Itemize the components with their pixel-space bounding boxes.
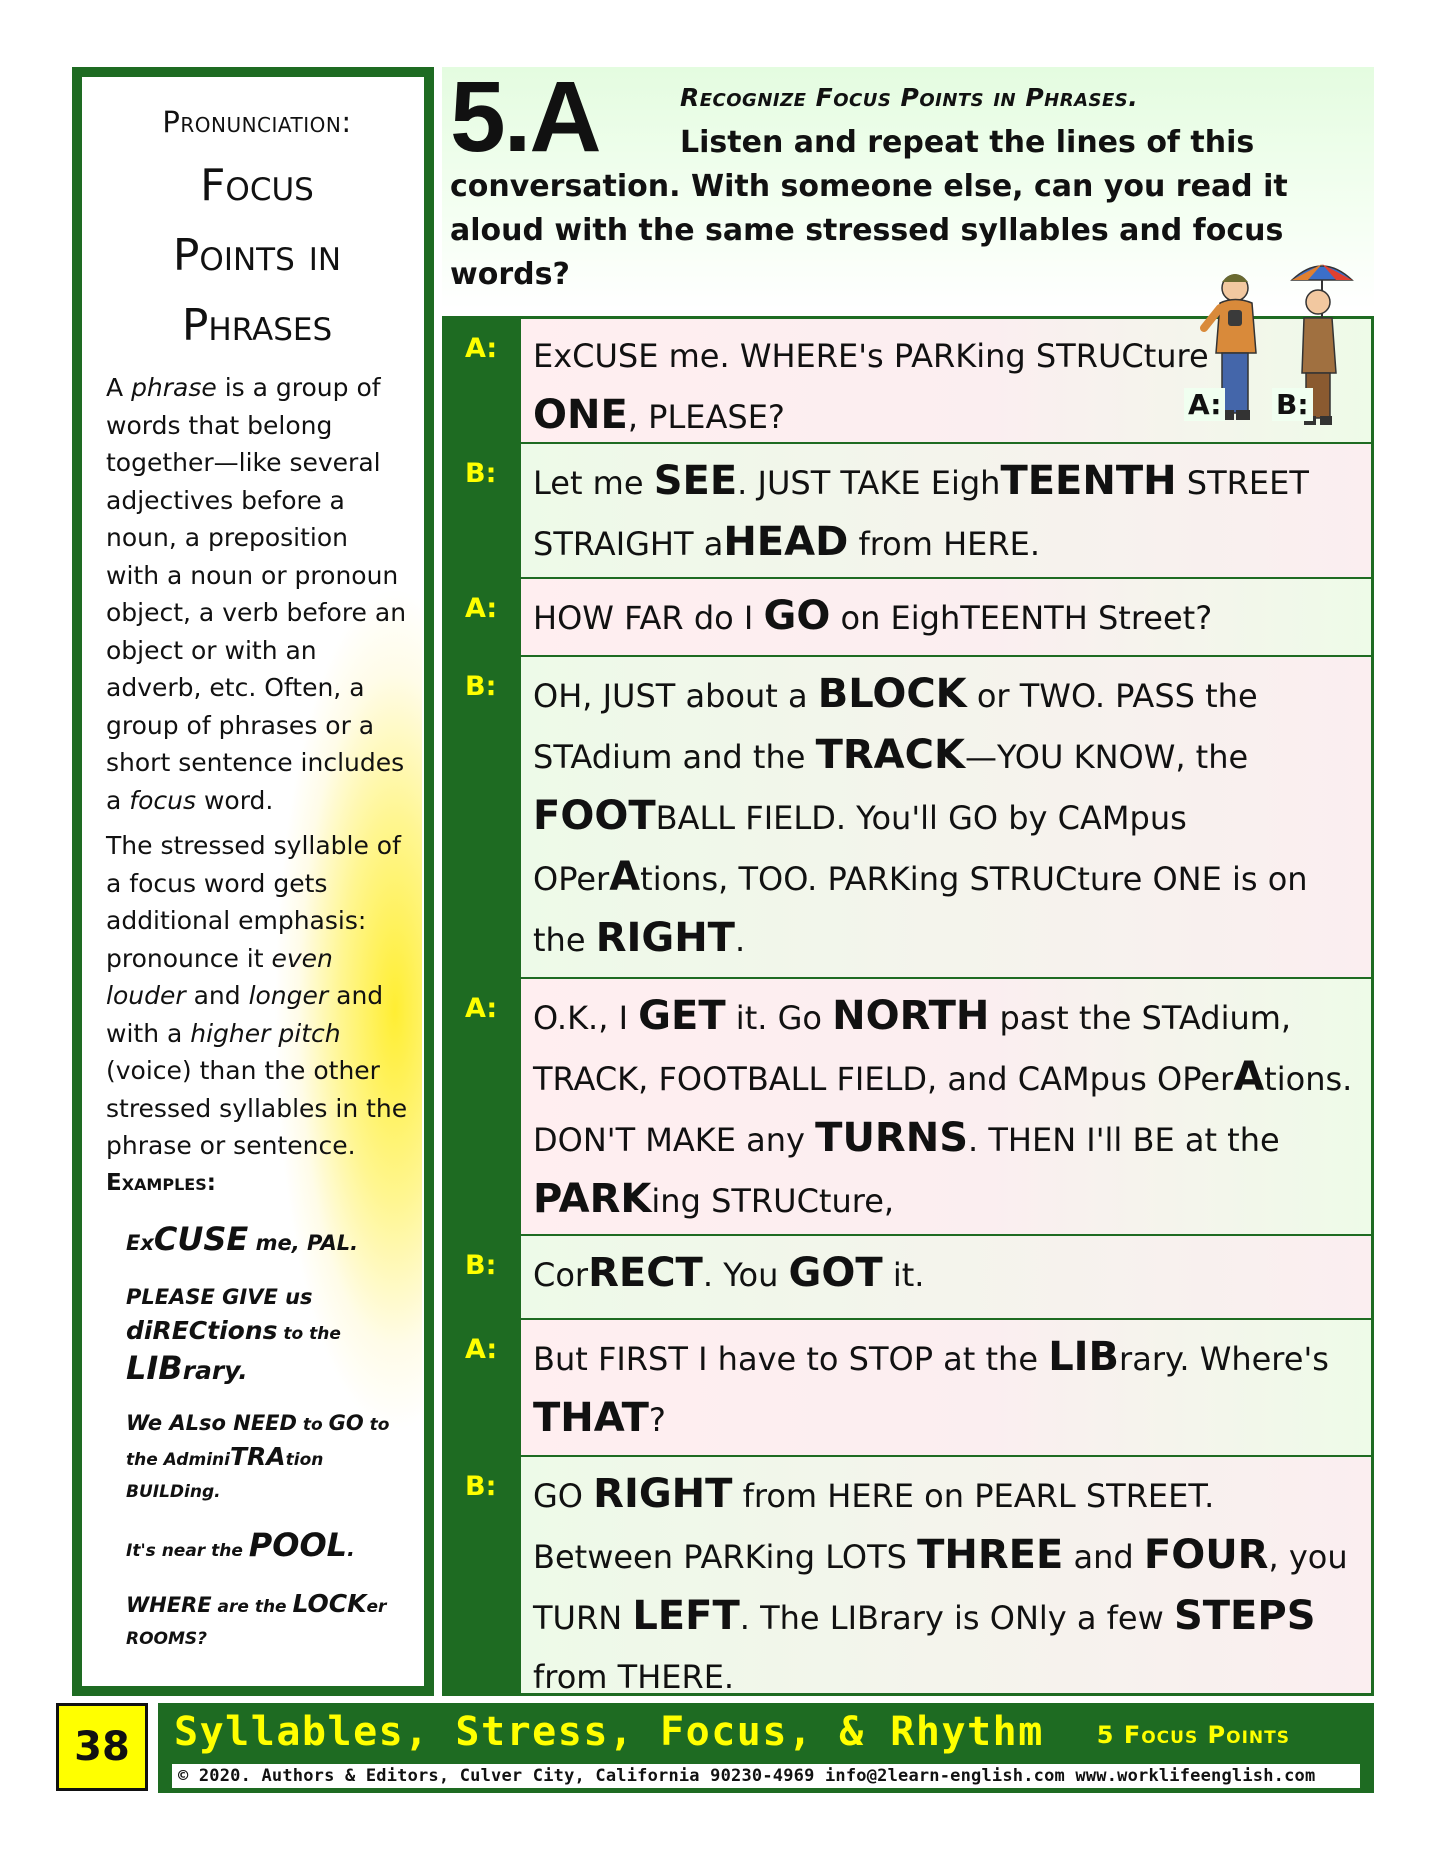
text: tions. DON'T MAKE any <box>533 1060 1353 1159</box>
text: diRECtions <box>126 1316 278 1345</box>
footer-bar <box>158 1703 1374 1793</box>
text: . You <box>702 1256 789 1294</box>
text: and with a <box>106 981 384 1048</box>
text: BALL FIELD. You'll GO by CAMpus OPer <box>533 799 1187 898</box>
text: . The LIBrary is ONly a few <box>739 1599 1174 1637</box>
text: The stressed syllable of a focus word gets additional emphasis: pronounce it <box>106 831 401 973</box>
characters-illustration <box>1180 258 1380 438</box>
text: STREET STRAIGHT a <box>533 464 1309 563</box>
dialogue-line <box>521 657 1371 977</box>
focus-text: CUSE <box>153 1220 249 1258</box>
sidebar-title-line-3: Phrases <box>181 300 333 351</box>
text: PLEASE GIVE us <box>126 1285 313 1309</box>
page-number: 38 <box>56 1703 148 1791</box>
dialogue-row <box>445 1455 1371 1696</box>
speaker-label: B: <box>465 458 497 489</box>
italic-text: even louder <box>106 943 333 1010</box>
focus-word: TURNS <box>815 1115 969 1161</box>
speaker-cell <box>445 1457 521 1693</box>
focus-word: TRACK <box>815 732 965 778</box>
text: the Admini <box>126 1450 230 1470</box>
focus-word: RECT <box>588 1250 703 1296</box>
speaker-label: A: <box>465 333 498 364</box>
speaker-cell <box>445 1236 521 1318</box>
speaker-label: B: <box>465 1250 497 1281</box>
text: tions, TOO. PARKing STRUCture ONE is on the <box>533 860 1308 959</box>
text: . JUST TAKE Eigh <box>737 464 1001 502</box>
text: GO <box>533 1477 594 1515</box>
text: . <box>347 1537 356 1561</box>
dialogue-row <box>445 442 1371 577</box>
focus-word: LEFT <box>632 1593 740 1639</box>
focus-word: GOT <box>788 1250 883 1296</box>
text: to <box>296 1415 329 1435</box>
text: on EighTEENTH Street? <box>830 599 1213 637</box>
text: from THERE. <box>533 1658 735 1696</box>
focus-word: THREE <box>917 1532 1064 1578</box>
dialogue-line <box>521 444 1371 577</box>
text: are the <box>211 1597 293 1617</box>
example-2 <box>126 1280 408 1389</box>
italic-text: higher pitch <box>190 1018 341 1048</box>
focus-word: SEE <box>653 458 738 504</box>
text: Let me <box>533 464 654 502</box>
text: word. <box>196 785 274 815</box>
exercise-instructions: Listen and repeat the lines of this conversation. With someone else, can you read it aloud with the same stressed syllables and focus words? <box>450 125 1288 292</box>
dialogue-row <box>445 1318 1371 1455</box>
sidebar-title <box>106 151 408 361</box>
text: it. <box>882 1256 925 1294</box>
sidebar-title-line-1: Focus <box>200 160 314 211</box>
text: , PLEASE? <box>627 398 785 436</box>
example-3 <box>126 1407 408 1508</box>
text: Ex <box>126 1231 154 1255</box>
examples-heading: Examples: <box>106 1169 216 1196</box>
exercise-title: Recognize Focus Points in Phrases. <box>680 83 1139 112</box>
focus-word: STEPS <box>1173 1593 1316 1639</box>
speaker-label: B: <box>465 1471 497 1502</box>
text: from HERE on PEARL STREET. Between PARKing LOTS <box>533 1477 1215 1576</box>
focus-word: A <box>1233 1054 1265 1100</box>
text: O.K., I <box>533 999 639 1037</box>
text: Cor <box>533 1256 589 1294</box>
speaker-cell <box>445 444 521 577</box>
sidebar-title-line-2: Points in <box>172 230 342 281</box>
focus-word: GET <box>638 993 726 1039</box>
text: ExCUSE me. WHERE's PARKing STRUCture <box>533 337 1209 375</box>
sidebar <box>72 67 434 1696</box>
example-4 <box>126 1526 408 1570</box>
text: is a group of words that belong together—like several adjectives before a noun, a preposition with a noun or pronoun object, a verb before an object or with an adverb, etc. Often, a group of phrases or a short sentence includes a <box>106 373 407 815</box>
speaker-cell <box>445 979 521 1234</box>
focus-word: NORTH <box>832 993 990 1039</box>
term-phrase: phrase <box>131 373 217 402</box>
text: me, PAL. <box>248 1231 359 1255</box>
speaker-label: B: <box>465 671 497 702</box>
text: ing STRUCture, <box>651 1182 895 1220</box>
sidebar-emphasis-paragraph <box>106 827 408 1165</box>
speaker-cell <box>445 579 521 655</box>
text: HOW FAR do I <box>533 599 764 637</box>
text: GO <box>328 1411 364 1435</box>
example-5 <box>126 1588 408 1655</box>
text: rary. Where's <box>1119 1340 1329 1378</box>
dialogue-row <box>445 1234 1371 1318</box>
text: or TWO. PASS the STAdium and the <box>533 677 1258 776</box>
dialogue-line <box>521 579 1371 655</box>
example-1 <box>126 1220 408 1262</box>
section-number: 5.A <box>450 61 600 173</box>
text: er <box>366 1597 387 1617</box>
footer-section-label: 5 Focus Points <box>1096 1721 1290 1749</box>
focus-word: TEENTH <box>1000 458 1177 504</box>
focus-word: RIGHT <box>595 915 735 961</box>
italic-text: longer <box>248 981 329 1010</box>
text: and <box>1063 1538 1144 1576</box>
text: —YOU KNOW, the <box>965 738 1249 776</box>
sidebar-subtitle: Pronunciation: <box>162 105 352 139</box>
speaker-label: A: <box>465 993 498 1024</box>
focus-word: HEAD <box>723 519 849 565</box>
focus-text: LIB <box>126 1349 183 1387</box>
dialogue-line <box>521 1236 1371 1318</box>
focus-word: FOUR <box>1143 1532 1269 1578</box>
speaker-label: A: <box>465 1334 498 1365</box>
speaker-label: A: <box>465 593 498 624</box>
focus-word: A <box>609 854 641 900</box>
text: it. Go <box>725 999 833 1037</box>
focus-word: THAT <box>533 1395 649 1441</box>
speaker-cell <box>445 657 521 977</box>
dialogue-line <box>521 979 1371 1234</box>
text: to <box>363 1415 390 1435</box>
illustration-label-a: A: <box>1184 388 1225 421</box>
focus-word: GO <box>763 593 831 639</box>
text: rary. <box>182 1356 248 1385</box>
dialogue-line <box>521 1320 1371 1455</box>
speaker-cell <box>445 1320 521 1455</box>
term-focus: focus <box>129 785 196 815</box>
text: We ALso NEED <box>126 1411 297 1435</box>
text: A <box>106 373 132 402</box>
text: . THEN I'll BE at the <box>968 1121 1280 1159</box>
text: ROOMS? <box>126 1629 208 1649</box>
text: ? <box>648 1401 666 1439</box>
text: tion <box>285 1450 324 1470</box>
dialogue-row <box>445 977 1371 1234</box>
dialogue-row <box>445 577 1371 655</box>
sidebar-definition-paragraph <box>106 369 408 819</box>
text: and <box>185 981 249 1010</box>
focus-word: LIB <box>1048 1334 1120 1380</box>
text: the <box>205 1541 249 1561</box>
text: from HERE. <box>848 525 1040 563</box>
illustration-label-b: B: <box>1272 388 1313 421</box>
sidebar-panel <box>82 77 424 1686</box>
copyright-line: © 2020. Authors & Editors, Culver City, California 90230-4969 info@2learn-english.com www.worklifeenglish.com <box>172 1764 1360 1788</box>
focus-word: BLOCK <box>817 671 967 717</box>
text: . <box>734 921 746 959</box>
dialogue-table <box>442 316 1374 1696</box>
text: It's near <box>126 1541 206 1561</box>
focus-text: LOCK <box>292 1589 367 1618</box>
focus-text: TRA <box>229 1442 286 1471</box>
focus-word: ONE <box>533 392 628 438</box>
focus-word: FOOT <box>533 793 656 839</box>
text: But FIRST I have to STOP at the <box>533 1340 1049 1378</box>
focus-word: RIGHT <box>593 1471 733 1517</box>
text: past the STAdium, TRACK, FOOTBALL FIELD, and CAMpus OPer <box>533 999 1292 1098</box>
text: WHERE <box>126 1593 212 1617</box>
book-title: Syllables, Stress, Focus, & Rhythm <box>174 1709 1044 1755</box>
speaker-cell <box>445 319 521 442</box>
text: , you TURN <box>533 1538 1348 1637</box>
focus-word: PARK <box>533 1176 652 1222</box>
focus-text: POOL <box>248 1526 348 1564</box>
text: to the <box>277 1324 341 1344</box>
sidebar-heading <box>106 105 408 361</box>
dialogue-line <box>521 1457 1371 1696</box>
text: OH, JUST about a <box>533 677 818 715</box>
text: BUILDing. <box>126 1482 221 1502</box>
text: (voice) than the other stressed syllables in the phrase or sentence. <box>106 1056 408 1160</box>
dialogue-row <box>445 655 1371 977</box>
